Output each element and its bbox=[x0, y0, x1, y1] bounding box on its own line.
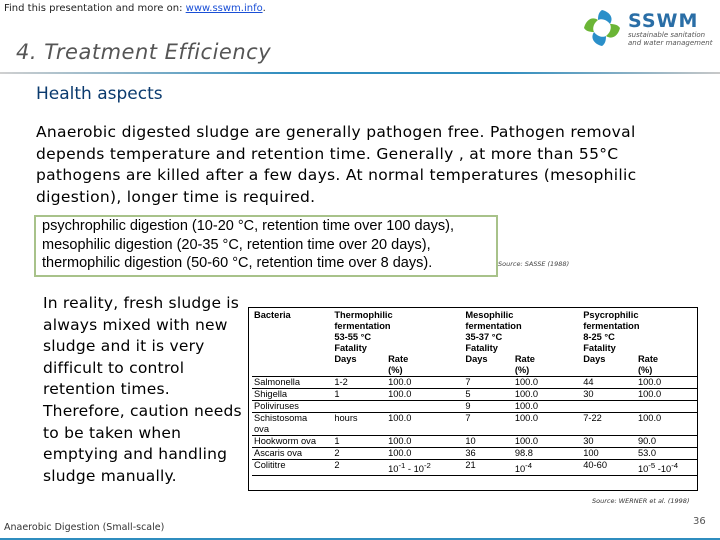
logo-tagline-2: and water management bbox=[628, 39, 713, 47]
cell-value: hours bbox=[332, 413, 386, 436]
cell-value: 100.0 bbox=[386, 389, 463, 401]
sswm-emblem-icon bbox=[580, 6, 624, 50]
cell-value bbox=[332, 401, 386, 413]
cell-value: 30 bbox=[581, 436, 636, 448]
fermentation-label: fermentation bbox=[334, 321, 391, 331]
rate-label: Rate bbox=[637, 354, 659, 364]
rate-label: Rate bbox=[514, 354, 535, 364]
cell-value: 7-22 bbox=[581, 413, 636, 436]
percent-label: (%) bbox=[513, 365, 581, 377]
cell-value: 1 bbox=[332, 389, 386, 401]
source-sasse: Source: SASSE (1988) bbox=[498, 260, 570, 268]
cell-value: 100.0 bbox=[513, 413, 581, 436]
cell-value bbox=[636, 401, 697, 413]
pathogen-fatality-table bbox=[248, 307, 698, 491]
cell-value: 7 bbox=[463, 413, 512, 436]
cell-value: 36 bbox=[463, 448, 512, 460]
cell-value bbox=[386, 401, 463, 413]
cell-value: 9 bbox=[463, 401, 512, 413]
table-header-row bbox=[252, 332, 697, 343]
cell-value: 5 bbox=[463, 389, 512, 401]
fatality-label: Fatality bbox=[465, 343, 498, 353]
row-label-line2: ova bbox=[254, 424, 269, 434]
table-header-row bbox=[252, 343, 697, 354]
table-row bbox=[252, 389, 697, 401]
cell-value: 7 bbox=[463, 377, 512, 389]
cell-value: 100.0 bbox=[636, 413, 697, 436]
source-werner: Source: WERNER et al. (1998) bbox=[592, 497, 690, 505]
table-row bbox=[252, 401, 697, 413]
digestion-temperature-box bbox=[34, 215, 498, 277]
cell-value: 98.8 bbox=[513, 448, 581, 460]
psych-range: 8-25 °C bbox=[583, 332, 615, 342]
footer-text: Anaerobic Digestion (Small-scale) bbox=[4, 522, 165, 533]
table-row bbox=[252, 448, 697, 460]
fatality-label: Fatality bbox=[583, 343, 616, 353]
cell-value: $10^{-1} - 10^{-2}$ bbox=[386, 460, 463, 476]
cell-value: 44 bbox=[581, 377, 636, 389]
days-label: Days bbox=[583, 354, 606, 364]
col-psycrophilic: Psycrophilic bbox=[583, 310, 639, 320]
cell-value: 1-2 bbox=[332, 377, 386, 389]
cell-value: 100.0 bbox=[386, 377, 463, 389]
cell-value: $10^{-4}$ bbox=[513, 460, 581, 476]
table-row bbox=[252, 460, 697, 476]
cell-value: 100.0 bbox=[386, 436, 463, 448]
cell-value: 100.0 bbox=[513, 377, 581, 389]
row-label: Poliviruses bbox=[252, 401, 332, 413]
slide-title: 4. Treatment Efficiency bbox=[16, 40, 272, 64]
row-label: Ascaris ova bbox=[252, 448, 332, 460]
table-row bbox=[252, 377, 697, 389]
days-label: Days bbox=[334, 354, 357, 364]
cell-value: 100.0 bbox=[636, 377, 697, 389]
caution-paragraph: In reality, fresh sludge is always mixed with new sludge and it is very difficult to control retention times. Therefore, caution needs to be taken when emptying and handling sludge manually. bbox=[43, 294, 242, 485]
source-prefix: Find this presentation and more on: bbox=[4, 3, 186, 14]
col-mesophilic: Mesophilic bbox=[465, 310, 514, 320]
sswm-link[interactable]: www.sswm.info bbox=[185, 3, 263, 14]
cell-value: 90.0 bbox=[636, 436, 697, 448]
percent-label: (%) bbox=[636, 365, 697, 377]
cell-value: 1 bbox=[332, 436, 386, 448]
days-label: Days bbox=[465, 354, 488, 364]
section-subheading: Health aspects bbox=[36, 84, 163, 104]
table-row bbox=[252, 436, 697, 448]
logo-tagline bbox=[628, 31, 712, 47]
cell-value: 2 bbox=[332, 448, 386, 460]
cell-value: 100.0 bbox=[513, 389, 581, 401]
cell-value: 100.0 bbox=[513, 436, 581, 448]
cell-value: 40-60 bbox=[581, 460, 636, 476]
thermo-range: 53-55 °C bbox=[334, 332, 372, 342]
table-row bbox=[252, 413, 697, 436]
cell-value bbox=[581, 401, 636, 413]
table-header-row bbox=[252, 321, 697, 332]
fermentation-label: fermentation bbox=[465, 321, 522, 331]
logo-wordmark: SSWM bbox=[628, 10, 699, 32]
source-suffix: . bbox=[262, 3, 266, 14]
row-label: Colititre bbox=[252, 460, 332, 476]
cell-value: 30 bbox=[581, 389, 636, 401]
cell-value: 2 bbox=[332, 460, 386, 476]
cell-value: 53.0 bbox=[636, 448, 697, 460]
cell-value: 100 bbox=[581, 448, 636, 460]
table-header-row bbox=[252, 354, 697, 365]
thermophilic-line: thermophilic digestion (50-60 °C, retention time over 8 days). bbox=[42, 255, 433, 271]
cell-value: 10 bbox=[463, 436, 512, 448]
percent-label: (%) bbox=[386, 365, 463, 377]
table-header-row bbox=[252, 365, 697, 377]
cell-value: 100.0 bbox=[386, 448, 463, 460]
sswm-logo bbox=[580, 6, 716, 50]
row-label: Shigella bbox=[252, 389, 332, 401]
source-link-line bbox=[4, 3, 266, 14]
rate-label: Rate bbox=[388, 354, 409, 364]
page-number: 36 bbox=[693, 516, 706, 527]
row-label-line1: Schistosoma bbox=[254, 413, 308, 423]
col-thermophilic: Thermophilic bbox=[334, 310, 393, 320]
fermentation-label: fermentation bbox=[583, 321, 640, 331]
row-label: Hookworm ova bbox=[252, 436, 332, 448]
cell-value: 100.0 bbox=[386, 413, 463, 436]
title-divider bbox=[0, 72, 720, 74]
cell-value: 100.0 bbox=[636, 389, 697, 401]
fatality-label: Fatality bbox=[334, 343, 367, 353]
table-header-row bbox=[252, 310, 697, 321]
row-label bbox=[252, 413, 332, 436]
mesophilic-line: mesophilic digestion (20-35 °C, retention time over 20 days), bbox=[42, 236, 431, 253]
fatality-table bbox=[252, 310, 697, 476]
row-label: Salmonella bbox=[252, 377, 332, 389]
logo-tagline-1: sustainable sanitation bbox=[628, 31, 706, 39]
intro-paragraph: Anaerobic digested sludge are generally pathogen free. Pathogen removal depends temperature and retention time. Generally , at more than 55°C pathogens are killed after a few days. At normal temperatures (mesophilic digestion), longer time is required. bbox=[36, 123, 637, 206]
meso-range: 35-37 °C bbox=[465, 332, 503, 342]
psychrophilic-line: psychrophilic digestion (10-20 °C, retention time over 100 days), bbox=[42, 218, 455, 234]
col-bacteria: Bacteria bbox=[254, 310, 291, 320]
cell-value: 100.0 bbox=[513, 401, 581, 413]
cell-value: $10^{-5}$ $-10^{-4}$ bbox=[636, 460, 697, 476]
cell-value: 21 bbox=[463, 460, 512, 476]
